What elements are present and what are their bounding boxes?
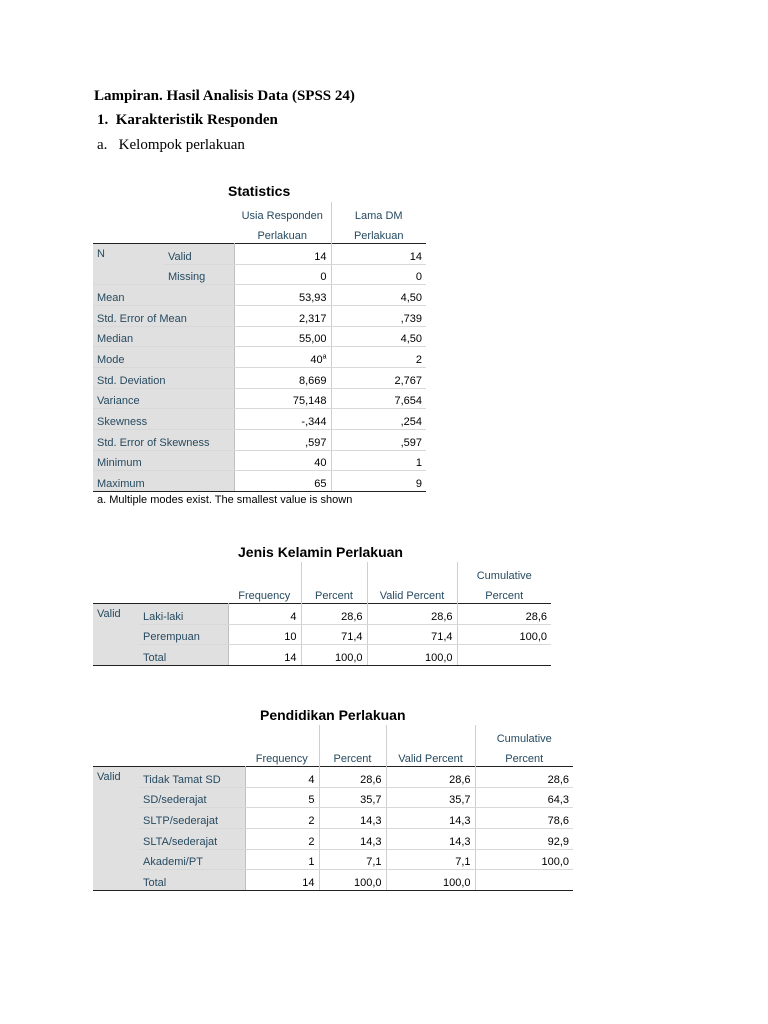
row-group-label: Valid <box>93 766 139 890</box>
cell-value <box>234 450 331 471</box>
row-label: Laki-laki <box>139 603 228 624</box>
statistics-footnote: a. Multiple modes exist. The smallest value is shown <box>97 494 353 506</box>
col-header-percent: Percent <box>319 746 386 767</box>
col-header-cumulative-percent: Percent <box>505 752 544 765</box>
cell-percent: 14,3 <box>319 808 386 829</box>
cell-value: ,597 <box>331 430 426 451</box>
col-header-cumulative: Cumulative <box>496 732 552 745</box>
col-header-lama-dm: Lama DM <box>354 209 403 222</box>
row-label: Perempuan <box>139 624 228 645</box>
jenis-kelamin-title: Jenis Kelamin Perlakuan <box>238 544 403 560</box>
pendidikan-title: Pendidikan Perlakuan <box>260 707 406 723</box>
col-header-usia: Usia Responden <box>234 202 331 223</box>
cell-cumulative-percent: 78,6 <box>475 808 573 829</box>
cell-percent: 28,6 <box>301 603 367 624</box>
cell-cumulative-percent: 64,3 <box>475 787 573 808</box>
table-row <box>93 285 426 306</box>
section-heading: 1. Karakteristik Responden <box>97 112 278 128</box>
statistics-table <box>93 202 426 492</box>
table-row <box>93 624 551 645</box>
cell-valid-percent: 28,6 <box>367 603 457 624</box>
col-header-frequency: Frequency <box>245 746 319 767</box>
table-row <box>93 828 573 849</box>
col-header-valid-percent: Valid Percent <box>367 583 457 604</box>
col-header-lama-dm-sub: Perlakuan <box>353 229 404 242</box>
cell-text: 55,00 <box>298 333 327 346</box>
col-header-usia-sub: Perlakuan <box>234 223 331 244</box>
cell-valid-percent: 71,4 <box>367 624 457 645</box>
row-label: Total <box>139 870 245 891</box>
cell-cumulative-percent: 28,6 <box>475 766 573 787</box>
col-header-valid-percent: Valid Percent <box>386 746 475 767</box>
row-label: SLTP/sederajat <box>139 808 245 829</box>
table-row <box>93 870 573 891</box>
cell-value <box>234 243 331 264</box>
cell-frequency: 2 <box>245 808 319 829</box>
col-header-percent: Percent <box>301 583 367 604</box>
cell-value: 14 <box>331 243 426 264</box>
cell-valid-percent: 7,1 <box>386 849 475 870</box>
table-row <box>93 645 551 666</box>
row-label: Std. Error of Skewness <box>93 430 234 451</box>
cell-valid-percent: 100,0 <box>386 870 475 891</box>
row-label: Mode <box>93 347 234 368</box>
col-header-cumulative-percent: Percent <box>485 589 524 602</box>
table-row <box>93 305 426 326</box>
cell-valid-percent: 14,3 <box>386 828 475 849</box>
table-row <box>93 766 573 787</box>
cell-percent: 14,3 <box>319 828 386 849</box>
cell-valid-percent: 35,7 <box>386 787 475 808</box>
cell-text: ,597 <box>305 436 327 449</box>
cell-value: 0 <box>331 264 426 285</box>
table-row <box>93 849 573 870</box>
row-label: Std. Error of Mean <box>93 305 234 326</box>
cell-value: 1 <box>331 450 426 471</box>
col-header-cumulative: Cumulative <box>476 569 532 582</box>
jenis-kelamin-table <box>93 562 551 666</box>
cell-value: 2,767 <box>331 368 426 389</box>
table-row <box>93 450 426 471</box>
row-group-label: Valid <box>93 603 139 665</box>
cell-percent: 7,1 <box>319 849 386 870</box>
cell-value: 4,50 <box>331 285 426 306</box>
row-label: Std. Deviation <box>93 368 234 389</box>
table-row <box>93 347 426 368</box>
cell-value <box>234 471 331 492</box>
cell-value <box>234 305 331 326</box>
cell-value <box>234 409 331 430</box>
statistics-title: Statistics <box>228 183 291 199</box>
cell-value: ,739 <box>331 305 426 326</box>
cell-percent: 100,0 <box>319 870 386 891</box>
row-label: Total <box>139 645 228 666</box>
cell-frequency: 2 <box>245 828 319 849</box>
footnote-marker: a <box>322 353 327 361</box>
row-label: Tidak Tamat SD <box>139 766 245 787</box>
table-row <box>93 808 573 829</box>
row-label: Maximum <box>93 471 234 492</box>
cell-percent: 35,7 <box>319 787 386 808</box>
cell-cumulative-percent: 92,9 <box>475 828 573 849</box>
cell-frequency: 4 <box>245 766 319 787</box>
cell-frequency: 1 <box>245 849 319 870</box>
cell-value: 7,654 <box>331 388 426 409</box>
subsection-heading: a. Kelompok perlakuan <box>97 137 245 153</box>
cell-text: -,344 <box>301 416 327 429</box>
cell-value <box>234 264 331 285</box>
cell-cumulative-percent: 100,0 <box>457 624 551 645</box>
cell-value <box>234 430 331 451</box>
cell-value: 9 <box>331 471 426 492</box>
cell-frequency: 10 <box>228 624 301 645</box>
row-sublabel: Missing <box>164 264 234 285</box>
cell-value: 2 <box>331 347 426 368</box>
table-row <box>93 603 551 624</box>
row-label: SD/sederajat <box>139 787 245 808</box>
cell-text: 65 <box>314 478 327 491</box>
cell-cumulative-percent <box>457 645 551 666</box>
cell-cumulative-percent: 100,0 <box>475 849 573 870</box>
cell-value <box>234 326 331 347</box>
cell-frequency: 4 <box>228 603 301 624</box>
cell-text: 75,148 <box>292 395 327 408</box>
row-label: Median <box>93 326 234 347</box>
row-label: SLTA/sederajat <box>139 828 245 849</box>
row-label: N <box>93 243 164 284</box>
table-row <box>93 787 573 808</box>
table-row <box>93 409 426 430</box>
cell-text: 40 <box>314 457 327 470</box>
cell-value <box>234 285 331 306</box>
cell-cumulative-percent <box>475 870 573 891</box>
table-row <box>93 388 426 409</box>
cell-percent: 100,0 <box>301 645 367 666</box>
table-row <box>93 326 426 347</box>
cell-text: 40 <box>310 354 323 366</box>
cell-percent: 71,4 <box>301 624 367 645</box>
cell-text: 14 <box>314 250 327 263</box>
cell-text: 8,669 <box>298 374 327 387</box>
row-label: Mean <box>93 285 234 306</box>
page-title: Lampiran. Hasil Analisis Data (SPSS 24) <box>94 88 355 104</box>
cell-valid-percent: 28,6 <box>386 766 475 787</box>
cell-value <box>234 368 331 389</box>
cell-text: 53,93 <box>298 291 327 304</box>
cell-frequency: 14 <box>228 645 301 666</box>
row-sublabel: Valid <box>164 243 234 264</box>
row-label: Variance <box>93 388 234 409</box>
cell-frequency: 14 <box>245 870 319 891</box>
cell-frequency: 5 <box>245 787 319 808</box>
cell-value: ,254 <box>331 409 426 430</box>
pendidikan-table <box>93 725 573 891</box>
table-row <box>93 243 426 264</box>
table-row <box>93 471 426 492</box>
cell-value <box>234 347 331 368</box>
cell-cumulative-percent: 28,6 <box>457 603 551 624</box>
cell-value <box>234 388 331 409</box>
col-header-frequency: Frequency <box>228 583 301 604</box>
cell-value: 4,50 <box>331 326 426 347</box>
cell-text: 2,317 <box>298 312 327 325</box>
cell-percent: 28,6 <box>319 766 386 787</box>
row-label: Skewness <box>93 409 234 430</box>
cell-valid-percent: 100,0 <box>367 645 457 666</box>
cell-text: 0 <box>320 271 327 284</box>
row-label: Minimum <box>93 450 234 471</box>
row-label: Akademi/PT <box>139 849 245 870</box>
table-row <box>93 430 426 451</box>
cell-valid-percent: 14,3 <box>386 808 475 829</box>
table-row <box>93 368 426 389</box>
